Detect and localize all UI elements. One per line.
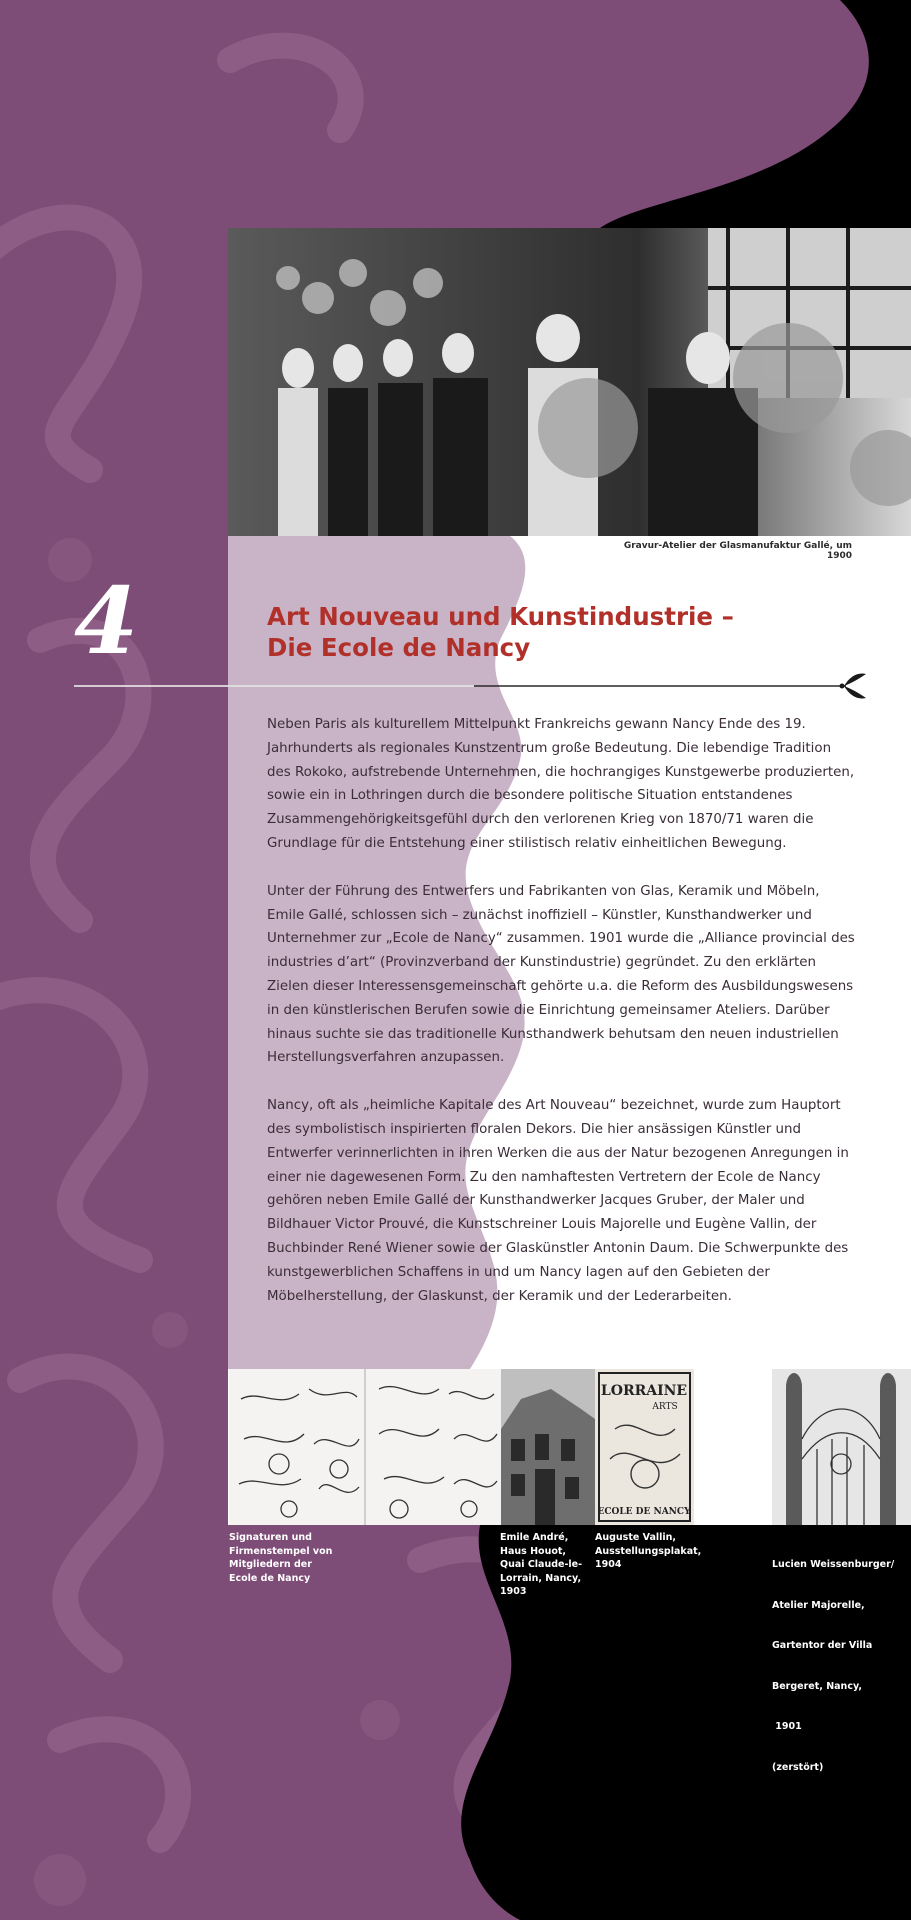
poster-sub-text: ARTS [652, 1402, 678, 1412]
paragraph-2: Unter der Führung des Entwerfers und Fabrikanten von Glas, Keramik und Möbeln, Emile Gallé, schlossen sich – zunächst inoffiziell – Künstler, Kunsthandwerker und Unternehmer zur „Ecole de Nancy“ zusammen. 1901 wurde die „Alliance provincial des industries d’art“ (Provinzverband der Kunstindustrie) gegründet. Zu den erklärten Zielen dieser Interessensgemeinschaft gehörte u.a. die Reform des Ausbildungswesens in den künstlerischen Berufen sowie die Einrichtung gemeinsamer Ateliers. Darüber hinaus suchte sie das traditionelle Kunsthandwerk behutsam den neuen industriellen Herstellungsverfahren anzupassen. [267, 883, 855, 1066]
ausstellungsplakat-image [595, 1369, 694, 1525]
workshop-photo [228, 228, 911, 536]
haus-houot-photo [501, 1369, 595, 1525]
paragraph-1: Neben Paris als kulturellem Mittelpunkt Frankreichs gewann Nancy Ende des 19. Jahrhunderts als regionales Kunstzentrum große Bedeutung. Die lebendige Tradition des Rokoko, aufstrebende Unternehmen, die hochrangiges Kunstgewerbe produzierten, sowie ein in Lothringen durch die besondere politische Situation entstandenes Zusammengehörigkeitsgefühl durch den verlorenen Krieg von 1870/71 waren die Grundlage für die Entstehung einer stilistisch relativ einheitlichen Bewegung. [267, 717, 855, 851]
caption-line: 1901 [772, 1721, 802, 1732]
caption-line: Ecole de Nancy [229, 1572, 311, 1584]
top-photo-caption: Gravur-Atelier der Glasmanufaktur Gallé, um 1900 [623, 541, 852, 561]
caption-line: Signaturen und [229, 1532, 312, 1543]
caption-line: 1904 [595, 1559, 622, 1570]
section-number: 4 [74, 567, 139, 675]
gartentor-photo [772, 1369, 911, 1525]
caption-line: Atelier Majorelle, [772, 1599, 865, 1611]
caption-line: Emile André, [500, 1532, 569, 1543]
caption-line: (zerstört) [772, 1761, 824, 1773]
caption-line: Auguste Vallin, [595, 1532, 677, 1543]
caption-gartentor [772, 1531, 902, 1801]
caption-line: Lorrain, Nancy, [500, 1572, 582, 1584]
caption-line: Quai Claude-le- [500, 1559, 583, 1570]
leaf-ornament-icon [840, 674, 867, 699]
caption-line: Ausstellungsplakat, [595, 1545, 702, 1557]
caption-line: Firmenstempel von [229, 1545, 333, 1557]
body-text [267, 713, 855, 1332]
title-line-2: Die Ecole de Nancy [267, 633, 531, 662]
caption-haus-houot [500, 1531, 590, 1599]
caption-line: Gartentor der Villa [772, 1640, 873, 1651]
poster-bottom-text: ECOLE DE NANCY [597, 1507, 691, 1517]
title-line-1: Art Nouveau und Kunstindustrie – [267, 602, 734, 631]
paragraph-3: Nancy, oft als „heimliche Kapitale des Art Nouveau“ bezeichnet, wurde zum Hauptort des symbolistisch inspirierten floralen Dekors. Die hier ansässigen Künstler und Entwerfer verinnerlichten in ihren Werken die aus der Natur bezogenen Anregungen in einer nie dagewesenen Form. Zu den namhaftesten Vertretern der Ecole de Nancy gehören neben Emile Gallé der Kunsthandwerker Jacques Gruber, der Maler und Bildhauer Victor Prouvé, die Kunstschreiner Louis Majorelle und Eugène Vallin, der Buchbinder René Wiener sowie der Glaskünstler Antonin Daum. Die Schwerpunkte des kunstgewerblichen Schaffens in und um Nancy lagen auf den Gebieten der Möbelherstellung, der Glaskunst, der Keramik und der Lederarbeiten. [267, 1098, 849, 1304]
caption-line: Bergeret, Nancy, [772, 1680, 863, 1692]
caption-line: Mitgliedern der [229, 1559, 312, 1570]
caption-line: Lucien Weissenburger/ [772, 1559, 895, 1570]
page-title [267, 601, 827, 663]
signatures-image [229, 1369, 501, 1525]
caption-line: Haus Houot, [500, 1545, 567, 1557]
caption-signatures [229, 1531, 369, 1585]
caption-plakat [595, 1531, 715, 1572]
divider-rule [74, 664, 874, 708]
caption-line: 1903 [500, 1586, 527, 1597]
poster-top-text: LORRAINE [600, 1383, 688, 1399]
